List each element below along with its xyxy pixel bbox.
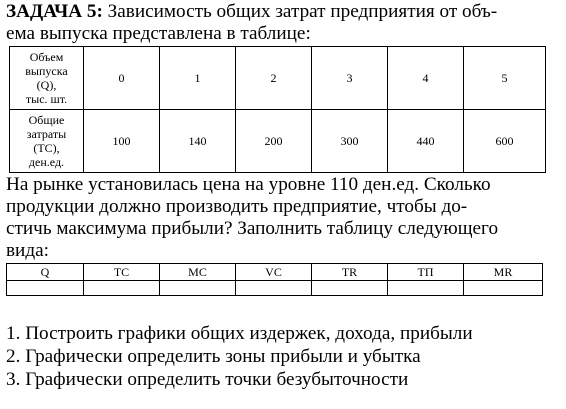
list-item: 1. Построить графики общих издержек, дохода, прибыли bbox=[6, 323, 473, 344]
row-header-q: Объем выпуска (Q), тыс. шт. bbox=[10, 47, 84, 110]
table-cell bbox=[7, 281, 84, 296]
question-line2: продукции должно производить предприятие, чтобы до- bbox=[6, 196, 468, 217]
table-cell: 5 bbox=[464, 47, 546, 110]
costs-table bbox=[9, 46, 546, 173]
task-list bbox=[6, 322, 554, 391]
task-number: ЗАДАЧА 5: bbox=[6, 1, 103, 22]
column-header-tc: TC bbox=[84, 264, 160, 281]
table-cell bbox=[464, 281, 543, 296]
table-cell: 3 bbox=[312, 47, 388, 110]
table-cell: 100 bbox=[84, 110, 160, 173]
table-cell: 4 bbox=[388, 47, 464, 110]
table-row bbox=[7, 281, 543, 296]
column-header-tr: TR bbox=[312, 264, 388, 281]
table-cell bbox=[312, 281, 388, 296]
question-line1: На рынке установилась цена на уровне 110 ден.ед. Сколько bbox=[6, 174, 491, 195]
table-cell: 440 bbox=[388, 110, 464, 173]
table-cell bbox=[388, 281, 464, 296]
row-header-tc: Общие затраты (TC), ден.ед. bbox=[10, 110, 84, 173]
question-line4: вида: bbox=[6, 240, 49, 261]
question-line3: стичь максимума прибыли? Заполнить таблицу следующего bbox=[6, 218, 499, 239]
task-intro-line2: ема выпуска представлена в таблице: bbox=[6, 23, 311, 44]
table-cell: 0 bbox=[84, 47, 160, 110]
task-intro bbox=[6, 1, 554, 45]
task-intro-line1: Зависимость общих затрат предприятия от объ- bbox=[107, 1, 498, 22]
table-cell: 200 bbox=[236, 110, 312, 173]
table-cell bbox=[236, 281, 312, 296]
answer-table bbox=[6, 263, 543, 296]
column-header-mr: MR bbox=[464, 264, 543, 281]
list-item: 3. Графически определить точки безубыточности bbox=[6, 369, 409, 390]
table-cell: 300 bbox=[312, 110, 388, 173]
table-row bbox=[10, 47, 546, 110]
table-cell: 140 bbox=[160, 110, 236, 173]
table-cell: 2 bbox=[236, 47, 312, 110]
document-page bbox=[6, 1, 554, 391]
table-row bbox=[10, 110, 546, 173]
table-cell: 600 bbox=[464, 110, 546, 173]
column-header-q: Q bbox=[7, 264, 84, 281]
column-header-vc: VC bbox=[236, 264, 312, 281]
table-header-row bbox=[7, 264, 543, 281]
table-cell bbox=[160, 281, 236, 296]
column-header-tp: TП bbox=[388, 264, 464, 281]
table-cell bbox=[84, 281, 160, 296]
table-cell: 1 bbox=[160, 47, 236, 110]
column-header-mc: MC bbox=[160, 264, 236, 281]
list-item: 2. Графически определить зоны прибыли и убытка bbox=[6, 346, 421, 367]
question-text bbox=[6, 174, 554, 262]
